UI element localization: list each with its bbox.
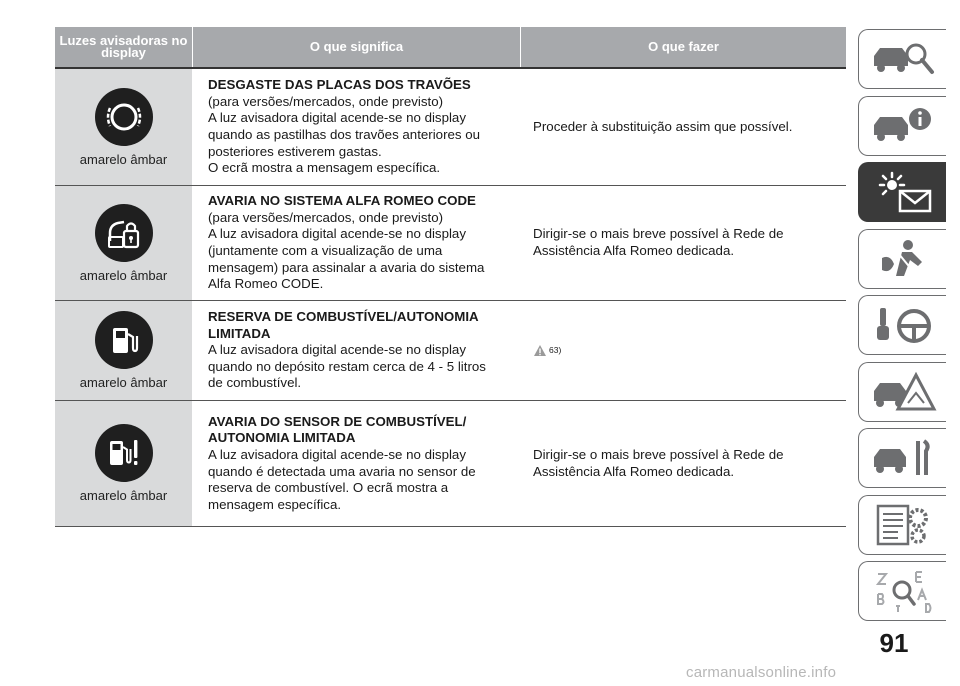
page-number: 91 — [879, 628, 909, 658]
warning-light-cell — [55, 69, 192, 185]
warning-light-cell — [55, 186, 192, 300]
row-body: A luz avisadora digital acende-se no display quando é detectada uma avaria no sensor de reserva de combustível. O ecrã mostra a mensagem específica. — [208, 446, 476, 512]
color-label: amarelo âmbar — [79, 375, 168, 390]
meaning-cell — [192, 301, 519, 400]
car-search-icon — [868, 36, 938, 82]
breakdown-warning-icon — [868, 369, 938, 415]
fuel-sensor-fault-icon — [95, 424, 153, 482]
warning-light-cell — [55, 301, 192, 400]
header-warning-lights: Luzes avisadoras no display — [55, 27, 193, 67]
tab-warning-lights[interactable] — [858, 162, 946, 222]
header-action: O que fazer — [648, 39, 719, 54]
warning-light-message-icon — [868, 169, 938, 215]
chapter-tabs — [858, 29, 946, 628]
table-row — [55, 401, 846, 527]
tab-maintenance[interactable] — [858, 428, 946, 488]
row-title: AVARIA DO SENSOR DE COMBUSTÍVEL/ AUTONOMIA LIMITADA — [208, 413, 467, 446]
meaning-cell — [192, 69, 519, 185]
color-label: amarelo âmbar — [79, 151, 168, 167]
tab-index[interactable] — [858, 561, 946, 621]
tab-car-search[interactable] — [858, 29, 946, 89]
car-info-icon — [868, 103, 938, 149]
warning-light-cell — [55, 401, 192, 526]
header-meaning: O que significa — [193, 27, 521, 67]
color-label: amarelo âmbar — [79, 267, 168, 283]
row-title: RESERVA DE COMBUSTÍVEL/AUTONOMIA LIMITADA — [208, 309, 479, 341]
brake-pad-wear-icon — [95, 88, 153, 146]
key-steering-wheel-icon — [868, 302, 938, 348]
color-label: amarelo âmbar — [79, 488, 168, 503]
meaning-cell — [192, 186, 519, 300]
action-cell: Dirigir-se o mais breve possível à Rede de Assistência Alfa Romeo dedicada. — [533, 226, 784, 258]
row-body: (para versões/mercados, onde previsto) A luz avisadora digital acende-se no display (juntamente com a visualização de uma mensagem) para assinalar a avaria do sistema Alfa Romeo CODE. — [208, 209, 485, 292]
table-row — [55, 301, 846, 401]
car-service-tools-icon — [868, 435, 938, 481]
airbag-passenger-icon — [868, 236, 938, 282]
tab-safety[interactable] — [858, 229, 946, 289]
action-cell: Dirigir-se o mais breve possível à Rede de Assistência Alfa Romeo dedicada. — [533, 446, 784, 479]
alfa-romeo-code-icon — [95, 204, 153, 262]
row-body: (para versões/mercados, onde previsto) A luz avisadora digital acende-se no display quando as pastilhas dos travões anteriores ou posteriores estiverem gastas. O ecrã mostra a mensagem específica. — [208, 93, 481, 176]
watermark: carmanualsonline.info — [686, 664, 837, 681]
specs-document-gear-icon — [868, 502, 938, 548]
table-header — [55, 27, 846, 67]
row-title: AVARIA NO SISTEMA ALFA ROMEO CODE — [208, 193, 476, 209]
table-row — [55, 69, 846, 186]
meaning-cell — [192, 401, 519, 526]
alphabetical-index-icon — [868, 568, 938, 614]
tab-technical-data[interactable] — [858, 495, 946, 555]
row-body: A luz avisadora digital acende-se no display quando no depósito restam cerca de 4 - 5 litros de combustível. — [208, 342, 486, 391]
warning-triangle-icon — [533, 344, 547, 357]
row-title: DESGASTE DAS PLACAS DOS TRAVÕES — [208, 77, 471, 93]
table-row — [55, 186, 846, 301]
action-cell — [519, 301, 846, 400]
action-cell: Proceder à substituição assim que possível. — [533, 118, 793, 134]
warning-lights-table — [55, 27, 846, 527]
note-number: 63) — [549, 345, 562, 356]
tab-car-info[interactable] — [858, 96, 946, 156]
tab-emergency[interactable] — [858, 362, 946, 422]
fuel-pump-icon — [95, 311, 153, 369]
note-reference — [533, 342, 561, 359]
tab-starting-driving[interactable] — [858, 295, 946, 355]
